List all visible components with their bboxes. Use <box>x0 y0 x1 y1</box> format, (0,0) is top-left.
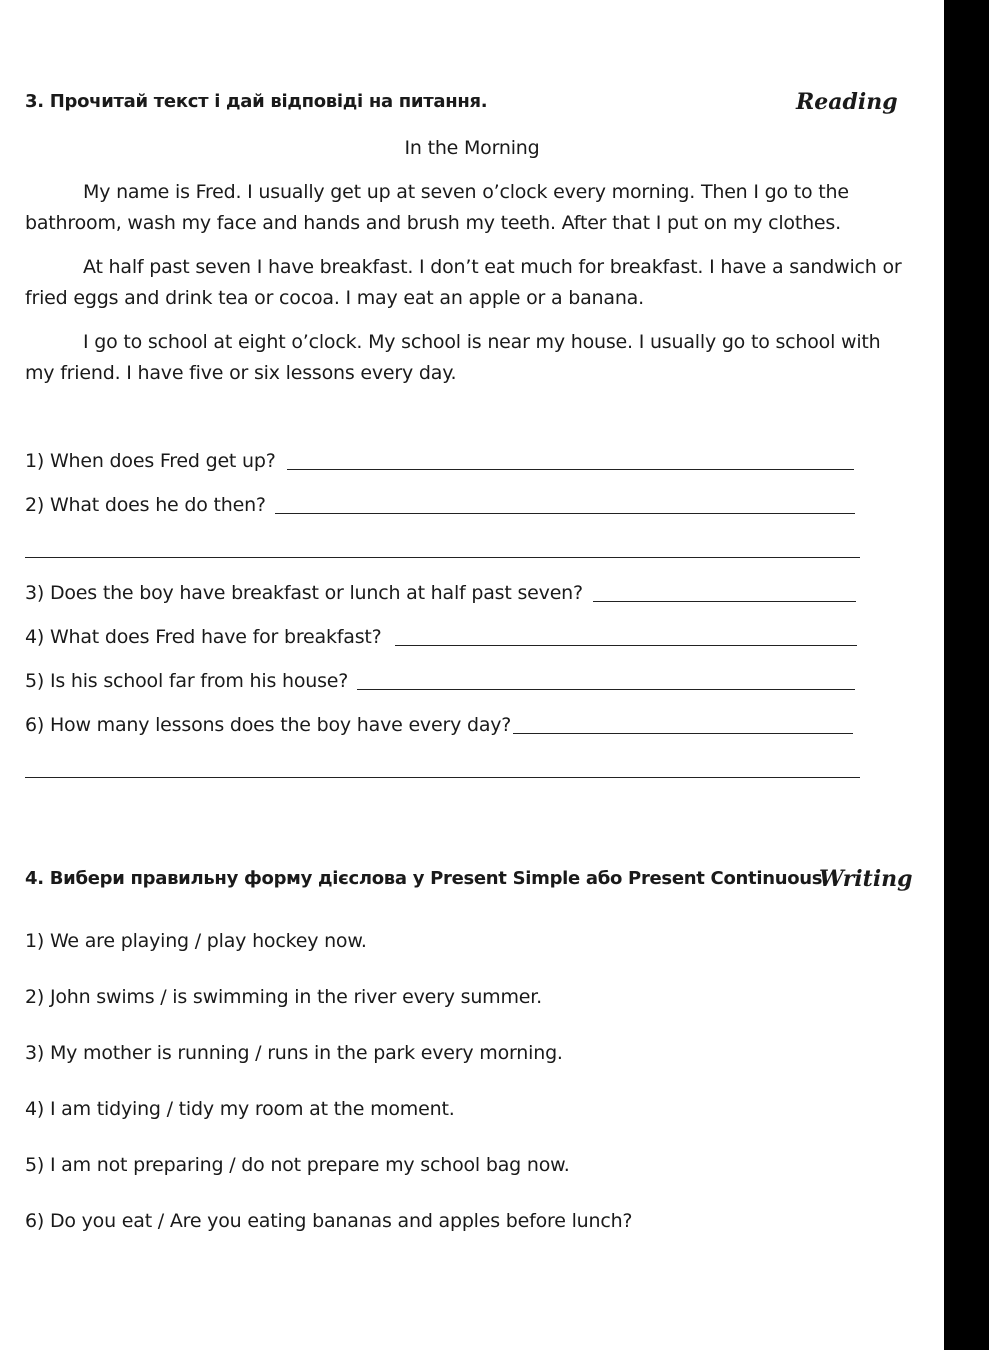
section4-heading: 4. Вибери правильну форму дієслова у Present Simple або Present Continuous. <box>25 868 829 889</box>
answer-line-3 <box>593 601 856 602</box>
question-6: 6) How many lessons does the boy have every day? <box>25 714 512 736</box>
paragraph-3-line-2: my friend. I have five or six lessons every day. <box>25 362 457 384</box>
exercise-item-4: 4) I am tidying / tidy my room at the moment. <box>25 1098 455 1120</box>
question-5: 5) Is his school far from his house? <box>25 670 349 692</box>
answer-line-6-extra <box>25 777 860 778</box>
question-3: 3) Does the boy have breakfast or lunch at half past seven? <box>25 582 583 604</box>
exercise-item-2: 2) John swims / is swimming in the river every summer. <box>25 986 542 1008</box>
answer-line-1 <box>287 469 854 470</box>
writing-tag: Writing <box>819 866 913 892</box>
text-title: In the Morning <box>404 137 540 159</box>
paragraph-2-line-2: fried eggs and drink tea or cocoa. I may eat an apple or a banana. <box>25 287 644 309</box>
paragraph-3-line-1: I go to school at eight o’clock. My school is near my house. I usually go to school with <box>83 331 881 353</box>
exercise-item-5: 5) I am not preparing / do not prepare my school bag now. <box>25 1154 570 1176</box>
question-2: 2) What does he do then? <box>25 494 266 516</box>
reading-tag: Reading <box>796 89 898 115</box>
paragraph-1-line-1: My name is Fred. I usually get up at seven o’clock every morning. Then I go to the <box>83 181 849 203</box>
answer-line-5 <box>357 689 855 690</box>
answer-line-2 <box>275 513 855 514</box>
answer-line-4 <box>395 645 857 646</box>
answer-line-6 <box>513 733 853 734</box>
exercise-item-3: 3) My mother is running / runs in the park every morning. <box>25 1042 563 1064</box>
paragraph-2-line-1: At half past seven I have breakfast. I don’t eat much for breakfast. I have a sandwich or <box>83 256 902 278</box>
question-4: 4) What does Fred have for breakfast? <box>25 626 382 648</box>
question-1: 1) When does Fred get up? <box>25 450 276 472</box>
answer-line-2-extra <box>25 557 860 558</box>
exercise-item-6: 6) Do you eat / Are you eating bananas and apples before lunch? <box>25 1210 633 1232</box>
exercise-item-1: 1) We are playing / play hockey now. <box>25 930 367 952</box>
paragraph-1-line-2: bathroom, wash my face and hands and brush my teeth. After that I put on my clothes. <box>25 212 841 234</box>
section3-heading: 3. Прочитай текст і дай відповіді на питання. <box>25 91 488 112</box>
